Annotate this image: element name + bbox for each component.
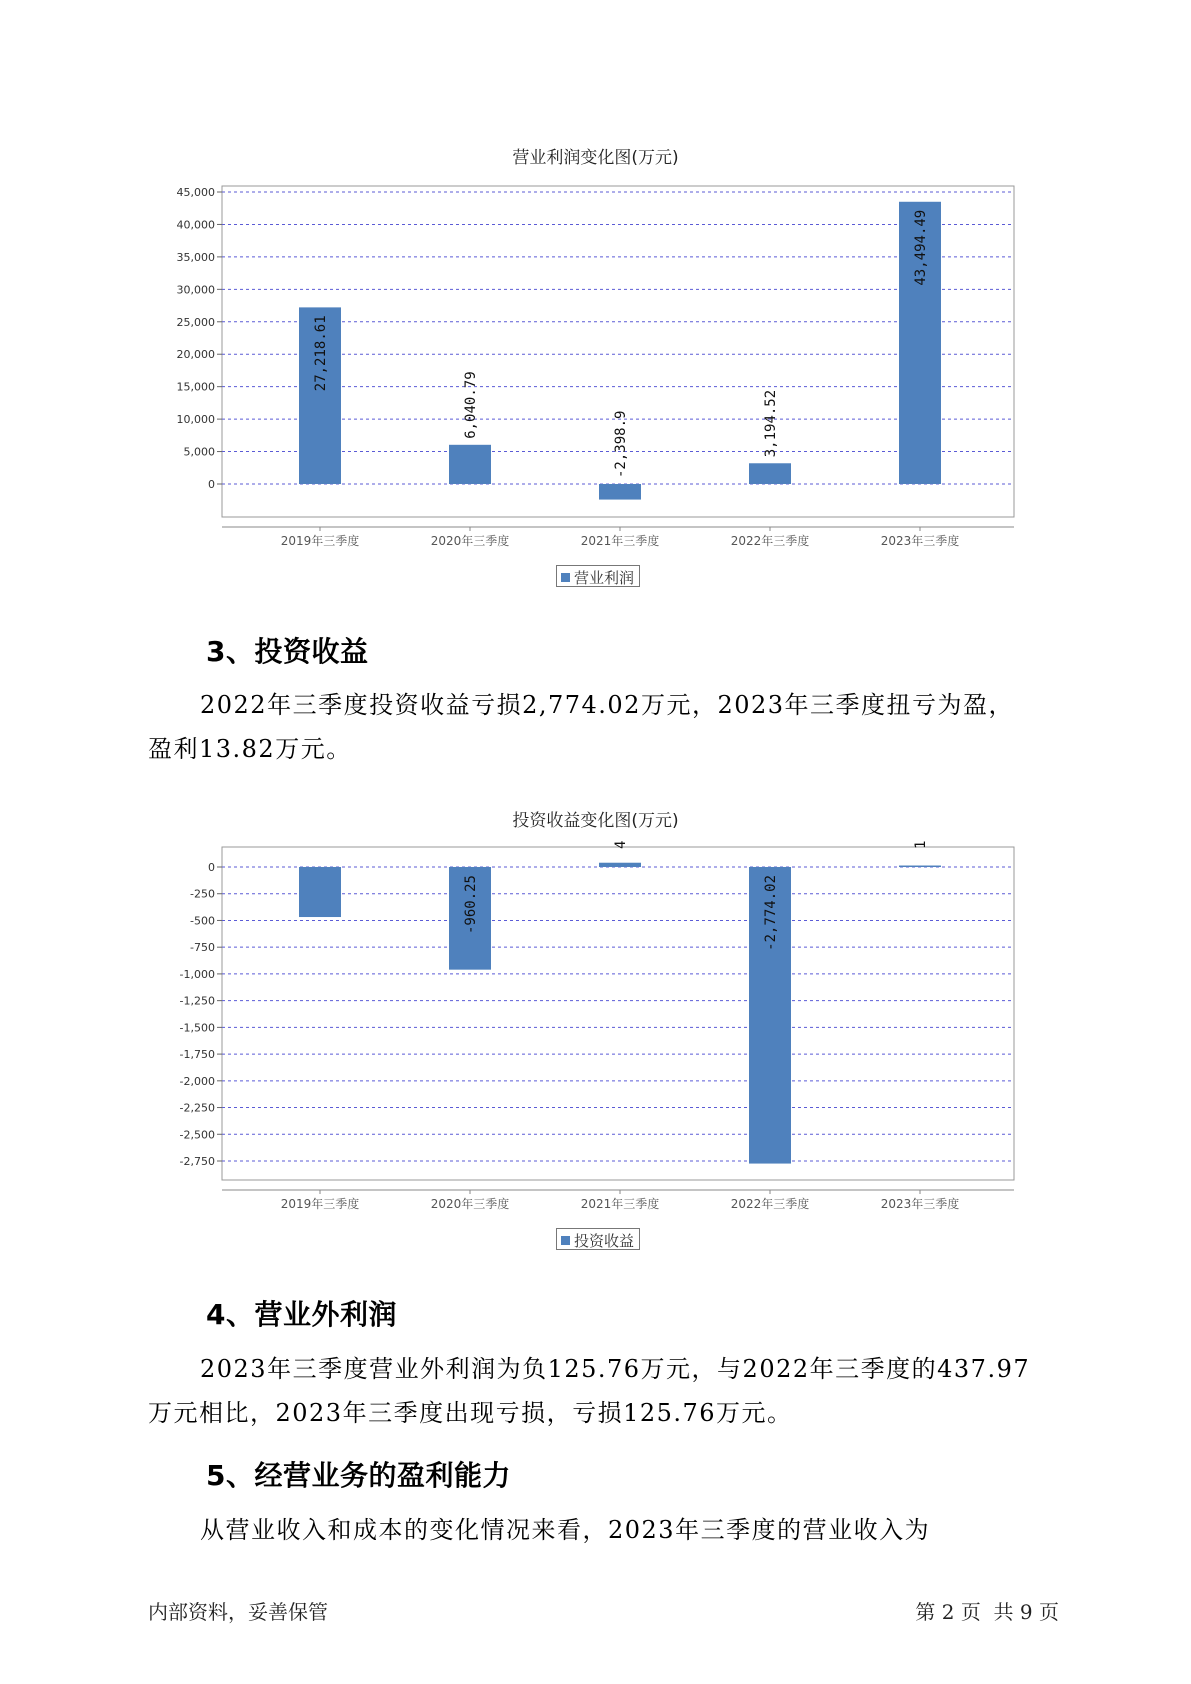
x-tick-label: 2021年三季度 [580, 534, 660, 548]
paragraph-line [148, 1508, 1048, 1552]
data-label: -2,398.9 [613, 410, 629, 478]
y-tick-label: -750 [190, 941, 215, 955]
bar [899, 866, 941, 868]
paragraph-line-text: 2022年三季度投资收益亏损2,774.02万元，2023年三季度扭亏为盈， [200, 691, 1015, 719]
y-tick-label: -500 [190, 914, 215, 928]
y-tick-label: 25,000 [176, 315, 215, 329]
investment-income-chart [0, 840, 1191, 1211]
y-tick-label: 10,000 [176, 413, 215, 427]
y-tick-label: -2,500 [179, 1128, 215, 1142]
y-tick-label: 15,000 [176, 380, 215, 394]
x-tick-label: 2022年三季度 [730, 534, 810, 548]
legend-swatch [561, 1236, 570, 1245]
data-label: 4 [613, 840, 629, 849]
data-label: 1 [913, 840, 929, 849]
section-heading-investment-income: 3、投资收益 [206, 635, 369, 668]
section-heading-non-operating-profit: 4、营业外利润 [206, 1298, 397, 1331]
paragraph-line: 盈利13.82万元。 [148, 735, 352, 763]
x-tick-label: 2020年三季度 [430, 1197, 510, 1211]
y-tick-label: -2,750 [179, 1155, 215, 1168]
section-paragraph-non-operating-profit [148, 1347, 1048, 1435]
legend-swatch [561, 573, 570, 582]
y-tick-label: 40,000 [176, 218, 215, 232]
y-tick-label: -1,000 [179, 967, 215, 981]
x-tick-label: 2022年三季度 [730, 1197, 810, 1211]
y-tick-label: -250 [190, 887, 215, 901]
bar [299, 867, 341, 917]
paragraph-line-text: 2023年三季度营业外利润为负125.76万元，与2022年三季度的437.97 [200, 1355, 1031, 1383]
section-heading-profitability: 5、经营业务的盈利能力 [206, 1459, 511, 1492]
paragraph-line [148, 1347, 1048, 1391]
y-tick-label: 20,000 [176, 348, 215, 362]
x-tick-label: 2023年三季度 [880, 534, 960, 548]
data-label: -960.25 [463, 875, 479, 935]
section-paragraph-profitability [148, 1508, 1048, 1552]
y-tick-label: 5,000 [183, 445, 215, 459]
paragraph-line: 万元相比，2023年三季度出现亏损，亏损125.76万元。 [148, 1399, 793, 1427]
bar [599, 863, 641, 867]
data-label: 43,494.49 [913, 209, 929, 286]
chart-legend-investment-income [556, 1228, 640, 1250]
operating-profit-chart [0, 170, 1191, 548]
y-tick-label: 0 [208, 861, 215, 874]
y-tick-label: 30,000 [176, 283, 215, 297]
x-tick-label: 2019年三季度 [280, 534, 360, 548]
x-tick-label: 2021年三季度 [580, 1197, 660, 1211]
bar [749, 463, 791, 484]
legend-label: 营业利润 [574, 569, 635, 587]
paragraph-line [148, 683, 1048, 727]
data-label: 6,040.79 [463, 371, 479, 439]
section-paragraph-investment-income [148, 683, 1048, 771]
chart-title-investment-income: 投资收益变化图(万元) [512, 811, 679, 831]
y-tick-label: -2,250 [179, 1101, 215, 1115]
legend-label: 投资收益 [574, 1232, 635, 1250]
y-tick-label: 35,000 [176, 250, 215, 264]
chart-title-operating-profit: 营业利润变化图(万元) [512, 148, 679, 168]
footer-page-number: 第 2 页 共 9 页 [915, 1600, 1059, 1624]
bar [449, 445, 491, 484]
y-tick-label: 45,000 [176, 186, 215, 199]
y-tick-label: -2,000 [179, 1074, 215, 1088]
footer-left: 内部资料，妥善保管 [148, 1600, 328, 1624]
data-label: -2,774.02 [763, 875, 779, 951]
y-tick-label: -1,250 [179, 994, 215, 1008]
x-tick-label: 2023年三季度 [880, 1197, 960, 1211]
y-tick-label: -1,500 [179, 1021, 215, 1035]
x-tick-label: 2020年三季度 [430, 534, 510, 548]
data-label: 27,218.61 [313, 315, 329, 392]
y-tick-label: -1,750 [179, 1048, 215, 1062]
x-tick-label: 2019年三季度 [280, 1197, 360, 1211]
y-tick-label: 0 [208, 478, 215, 491]
paragraph-line-text: 从营业收入和成本的变化情况来看，2023年三季度的营业收入为 [200, 1516, 931, 1544]
bar [599, 484, 641, 500]
data-label: 3,194.52 [763, 389, 779, 458]
chart-legend-operating-profit [556, 565, 640, 587]
